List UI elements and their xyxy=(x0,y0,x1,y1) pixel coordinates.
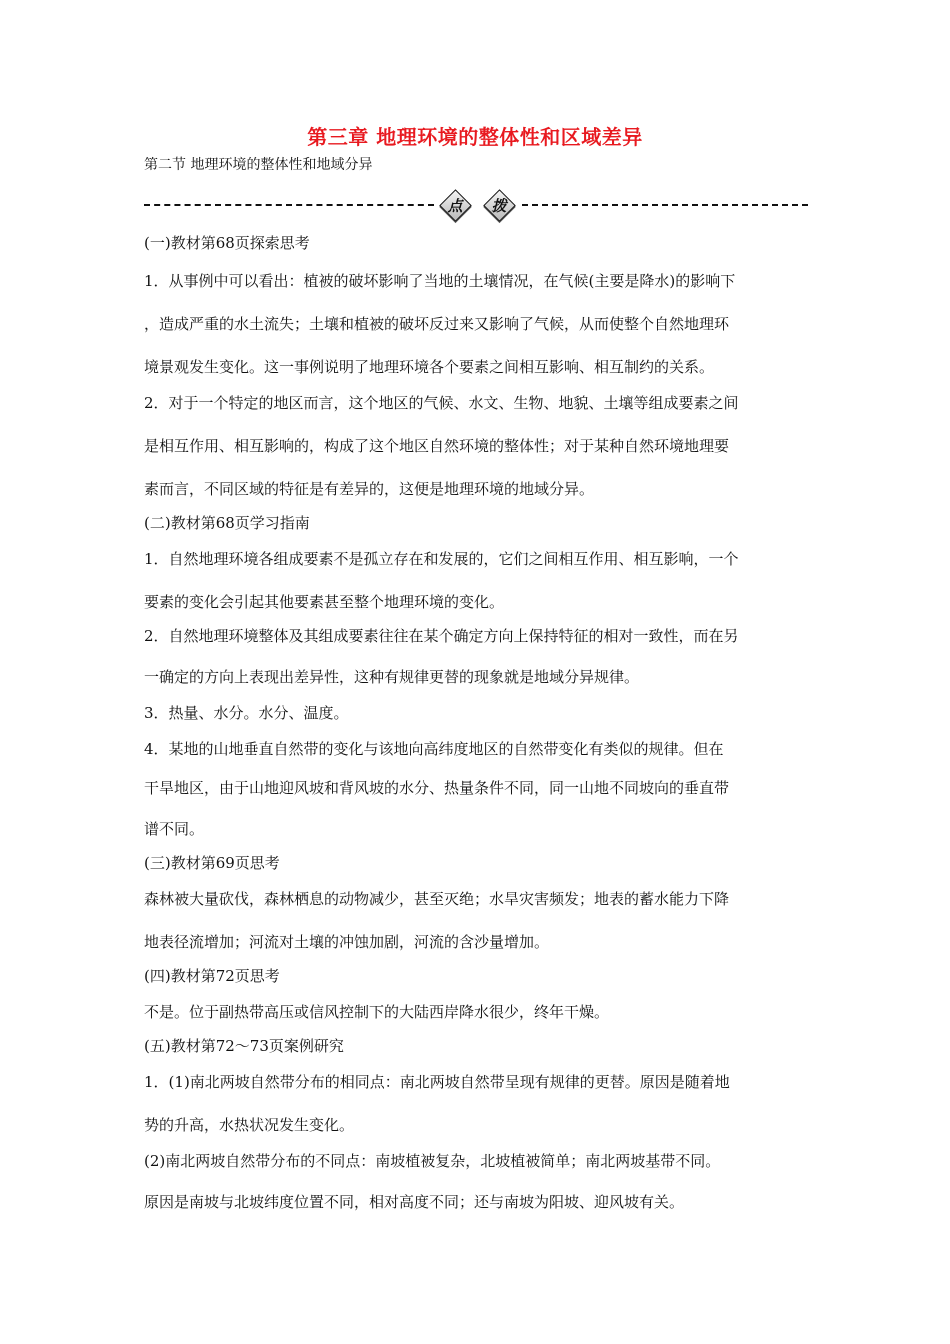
chapter-title: 第三章 地理环境的整体性和区域差异 xyxy=(307,125,643,149)
text-line: 1．从事例中可以看出：植被的破坏影响了当地的土壤情况，在气候(主要是降水)的影响下 xyxy=(144,272,736,290)
text-line: 不是。位于副热带高压或信风控制下的大陆西岸降水很少，终年干燥。 xyxy=(144,1003,610,1021)
heading-1: (一)教材第68页探索思考 xyxy=(144,234,310,252)
text-line: 2．对于一个特定的地区而言，这个地区的气候、水文、生物、地貌、土壤等组成要素之间 xyxy=(144,394,739,412)
text-line: 4．某地的山地垂直自然带的变化与该地向高纬度地区的自然带变化有类似的规律。但在 xyxy=(144,740,724,758)
text-line: 干旱地区，由于山地迎风坡和背风坡的水分、热量条件不同，同一山地不同坡向的垂直带 xyxy=(144,779,730,797)
heading-4: (四)教材第72页思考 xyxy=(144,967,280,985)
badge-diamond-2 xyxy=(484,190,514,220)
heading-3: (三)教材第69页思考 xyxy=(144,854,280,872)
divider-dash-left xyxy=(144,204,434,206)
text-line: 1．(1)南北两坡自然带分布的相同点：南北两坡自然带呈现有规律的更替。原因是随着地 xyxy=(144,1073,730,1091)
text-line: 3．热量、水分。水分、温度。 xyxy=(144,704,349,722)
section-divider xyxy=(144,190,808,220)
text-line: ，造成严重的水土流失；土壤和植被的破坏反过来又影响了气候，从而使整个自然地理环 xyxy=(144,315,730,333)
text-line: 谱不同。 xyxy=(144,820,205,838)
text-line: 境景观发生变化。这一事例说明了地理环境各个要素之间相互影响、相互制约的关系。 xyxy=(144,358,715,376)
text-line: 森林被大量砍伐，森林栖息的动物减少，甚至灭绝；水旱灾害频发；地表的蓄水能力下降 xyxy=(144,890,730,908)
text-line: 原因是南坡与北坡纬度位置不同，相对高度不同；还与南坡为阳坡、迎风坡有关。 xyxy=(144,1193,685,1211)
section-subtitle: 第二节 地理环境的整体性和地域分异 xyxy=(144,157,373,173)
text-line: 1．自然地理环境各组成要素不是孤立存在和发展的，它们之间相互作用、相互影响，一个 xyxy=(144,550,739,568)
text-line: (2)南北两坡自然带分布的不同点：南坡植被复杂，北坡植被简单；南北两坡基带不同。 xyxy=(144,1152,721,1170)
badge-diamond-1 xyxy=(440,190,470,220)
text-line: 地表径流增加；河流对土壤的冲蚀加剧，河流的含沙量增加。 xyxy=(144,933,550,951)
heading-2: (二)教材第68页学习指南 xyxy=(144,514,310,532)
divider-dash-right xyxy=(522,204,808,206)
text-line: 2．自然地理环境整体及其组成要素往往在某个确定方向上保持特征的相对一致性，而在另 xyxy=(144,627,739,645)
badge-char-1: 点 xyxy=(447,197,463,215)
text-line: 要素的变化会引起其他要素甚至整个地理环境的变化。 xyxy=(144,593,505,611)
heading-5: (五)教材第72～73页案例研究 xyxy=(144,1037,344,1055)
text-line: 一确定的方向上表现出差异性，这种有规律更替的现象就是地域分异规律。 xyxy=(144,668,640,686)
badge-char-2: 拨 xyxy=(491,197,507,215)
text-line: 势的升高，水热状况发生变化。 xyxy=(144,1116,355,1134)
text-line: 素而言，不同区域的特征是有差异的，这便是地理环境的地域分异。 xyxy=(144,480,595,498)
text-line: 是相互作用、相互影响的，构成了这个地区自然环境的整体性；对于某种自然环境地理要 xyxy=(144,437,730,455)
